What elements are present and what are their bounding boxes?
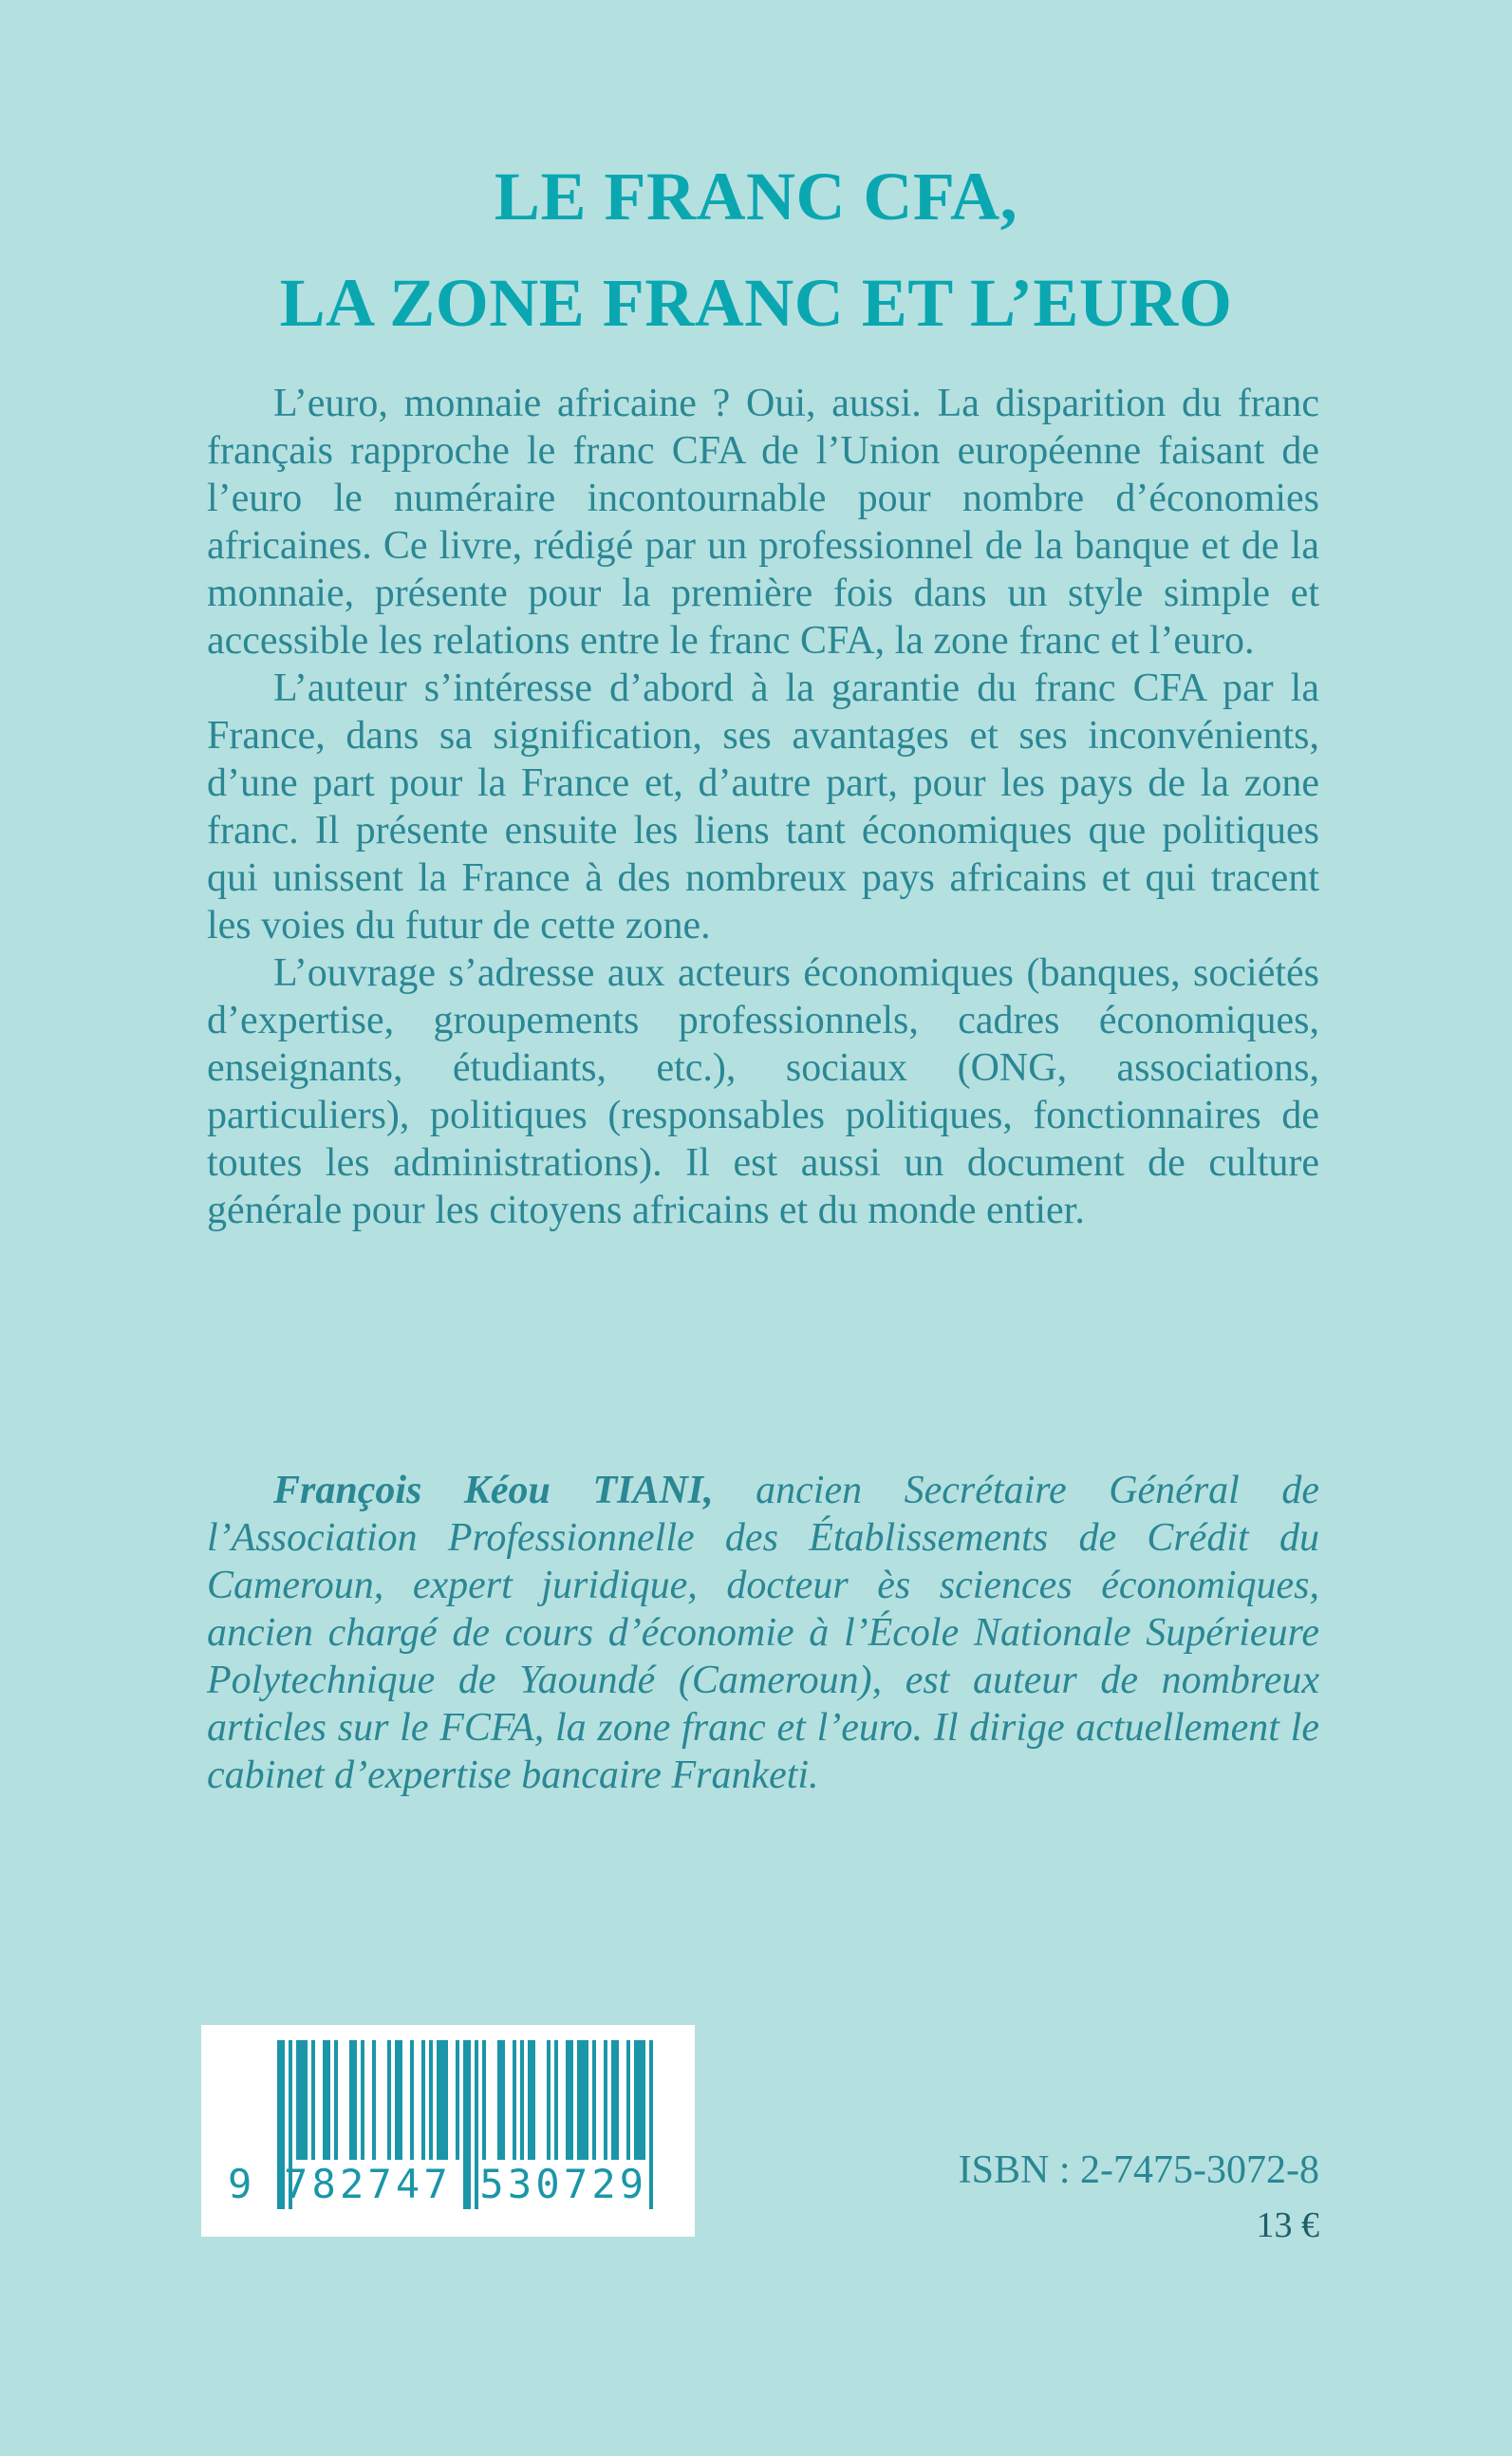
barcode-bar	[361, 2040, 364, 2160]
barcode-bar	[592, 2040, 596, 2160]
description	[207, 380, 1319, 1234]
barcode-bar	[554, 2040, 558, 2160]
author-paragraph	[207, 1467, 1319, 1799]
description-paragraph-1: L’euro, monnaie africaine ? Oui, aussi. La disparition du franc français rapproche le franc CFA de l’Union européenne faisant de l’euro le numéraire incontournable pour nombre d’économies africaines. Ce livre, rédigé par un professionnel de la banque et de la monnaie, présente pour la première fois dans un style simple et accessible les relations entre le franc CFA, la zone franc et l’euro.	[207, 382, 1319, 663]
barcode-bar	[387, 2040, 391, 2160]
barcode-bar	[528, 2040, 535, 2160]
barcode-bar	[372, 2040, 376, 2160]
barcode-bar	[604, 2040, 607, 2160]
barcode-bar	[296, 2040, 308, 2160]
barcode-bar	[520, 2040, 524, 2160]
author-bio	[207, 1467, 1319, 1799]
author-name: François Kéou TIANI,	[273, 1469, 714, 1512]
title-line-1: LE FRANC CFA,	[494, 159, 1018, 234]
barcode-bar	[634, 2040, 645, 2160]
barcode-bar	[547, 2040, 551, 2160]
barcode-bar	[349, 2040, 357, 2160]
barcode-bar	[513, 2040, 516, 2160]
barcode-bar	[410, 2040, 414, 2160]
barcode-bar	[323, 2040, 330, 2160]
barcode-bar	[437, 2040, 448, 2160]
author-bio-text: ancien Secrétaire Général de l’Association Professionnelle des Établissements de Crédit du Cameroun, expert juridique, docteur ès sciences économiques, ancien chargé de cours d’économie à l’École Nationale Supérieure Polytechnique de Yaoundé (Cameroun), est auteur de nombreux articles sur le FCFA, la zone franc et l’euro. Il dirige actuellement le cabinet d’expertise bancaire Franketi.	[207, 1469, 1320, 1797]
barcode-bar	[611, 2040, 619, 2160]
barcode-bar	[456, 2040, 459, 2160]
barcode-bar	[421, 2040, 425, 2160]
barcode	[201, 2025, 695, 2237]
isbn: ISBN : 2-7475-3072-8	[958, 2148, 1319, 2192]
title-line-2: LA ZONE FRANC ET L’EURO	[279, 265, 1233, 341]
barcode-digits: 9 782747 530729	[228, 2161, 648, 2207]
barcode-bar	[482, 2040, 486, 2160]
barcode-bar	[497, 2040, 505, 2160]
barcode-bar	[577, 2040, 588, 2160]
barcode-bar	[395, 2040, 402, 2160]
price: 13 €	[1256, 2205, 1319, 2245]
barcode-bar	[311, 2040, 315, 2160]
barcode-bar	[566, 2040, 573, 2160]
description-paragraph-2: L’auteur s’intéresse d’abord à la garantie du franc CFA par la France, dans sa signification, ses avantages et ses inconvénients, d’une part pour la France et, d’autre part, pour les pays de la zone franc. Il présente ensuite les liens tant économiques que politiques qui unissent la France à des nombreux pays africains et qui tracent les voies du futur de cette zone.	[207, 666, 1319, 947]
description-paragraph-3: L’ouvrage s’adresse aux acteurs économiques (banques, sociétés d’expertise, groupements professionnels, cadres économiques, enseignants, étudiants, etc.), sociaux (ONG, associations, particuliers), politiques (responsables politiques, fonctionnaires de toutes les administrations). Il est aussi un document de culture générale pour les citoyens africains et du monde entier.	[207, 951, 1319, 1232]
barcode-bar	[334, 2040, 338, 2160]
barcode-bar	[429, 2040, 433, 2160]
barcode-bar	[626, 2040, 630, 2160]
